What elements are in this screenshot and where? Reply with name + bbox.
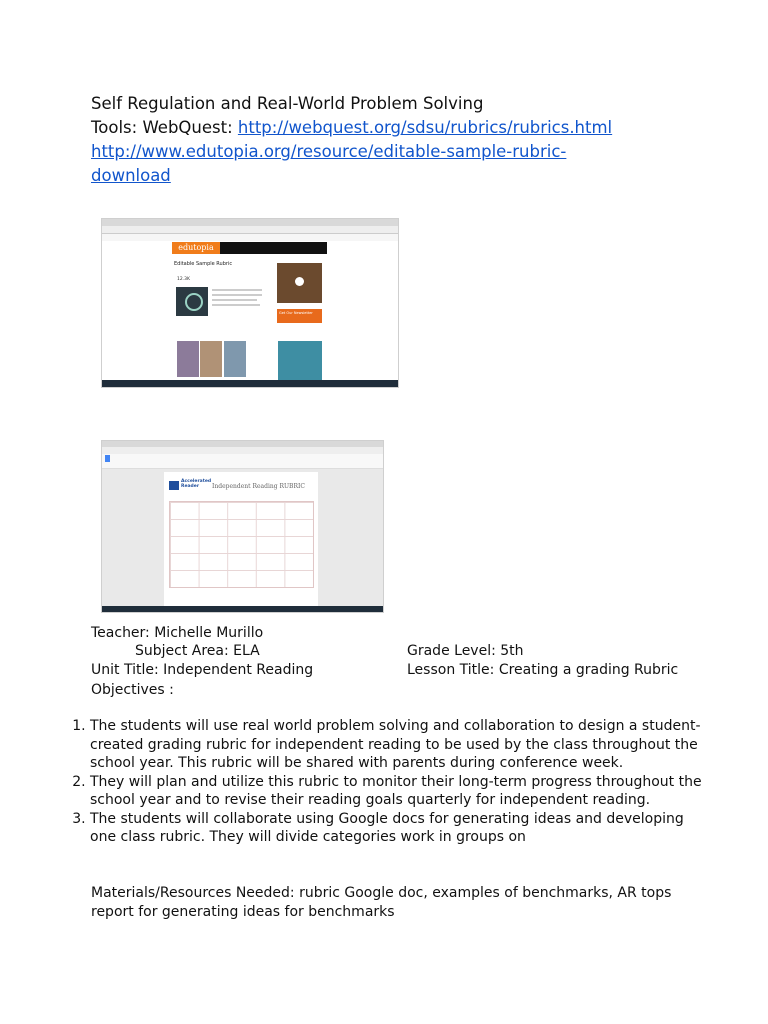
ad-panel: [278, 341, 322, 381]
subject-area: Subject Area: ELA: [135, 643, 260, 659]
objectives-label: Objectives :: [91, 682, 174, 698]
docs-toolbar: [102, 454, 383, 469]
teacher-name: Teacher: Michelle Murillo: [91, 625, 264, 641]
newsletter-label: Get Our Newsletter: [279, 311, 313, 315]
objectives-list: [64, 717, 710, 847]
rubric-grid-icon: [185, 293, 203, 311]
browser-address-bar: [102, 226, 398, 234]
edutopia-link-line2[interactable]: download: [91, 166, 171, 185]
photo-students-3: [224, 341, 246, 377]
taskbar: [102, 380, 398, 387]
photo-students-2: [200, 341, 222, 377]
edutopia-logo: edutopia: [172, 242, 220, 254]
tools-label: Tools: WebQuest:: [91, 118, 238, 137]
unit-title: Unit Title: Independent Reading: [91, 662, 314, 678]
page-area: [102, 241, 398, 380]
materials-line1: Materials/Resources Needed: rubric Google doc, examples of benchmarks, AR tops: [91, 885, 672, 901]
rubric-doc-title: Independent Reading RUBRIC: [212, 483, 305, 490]
tools-line: [91, 116, 612, 140]
bookmarks-bar: [102, 234, 398, 241]
edutopia-screenshot: [101, 218, 399, 388]
play-icon[interactable]: [295, 277, 304, 286]
accelerated-reader-logo: [169, 481, 179, 490]
materials-line2: report for generating ideas for benchmarks: [91, 904, 395, 920]
page-heading: Editable Sample Rubric: [174, 261, 233, 267]
objective-item-1: 1. The students will use real world problem solving and collaboration to design a student-created grading rubric for independent reading to be used by the class throughout the school year. This rubric will be shared with parents during conference week.: [90, 717, 710, 773]
docs-icon: [105, 455, 110, 462]
rubric-table: [169, 501, 314, 588]
objective-item-3: 3. The students will collaborate using Google docs for generating ideas and developing one class rubric. They will divide categories work in groups on: [90, 810, 710, 847]
lesson-title: Lesson Title: Creating a grading Rubric: [407, 662, 679, 678]
google-doc-screenshot: [101, 440, 384, 613]
grade-level: Grade Level: 5th: [407, 643, 524, 659]
logo-text-line2: Reader: [181, 484, 200, 489]
objective-item-2: 2. They will plan and utilize this rubric to monitor their long-term progress throughout the school year and to revise their reading goals quarterly for independent reading.: [90, 773, 710, 810]
logo-text-line1: Accelerated: [181, 479, 212, 484]
taskbar: [102, 606, 383, 612]
edutopia-link-line1[interactable]: http://www.edutopia.org/resource/editable-sample-rubric-: [91, 142, 567, 161]
photo-students-1: [177, 341, 199, 377]
webquest-link[interactable]: http://webquest.org/sdsu/rubrics/rubrics.html: [237, 118, 613, 137]
browser-tab-bar: [102, 219, 398, 226]
document-title: Self Regulation and Real-World Problem Solving: [91, 94, 484, 113]
browser-address-bar: [102, 447, 383, 454]
share-count: 12.3K: [177, 277, 190, 282]
